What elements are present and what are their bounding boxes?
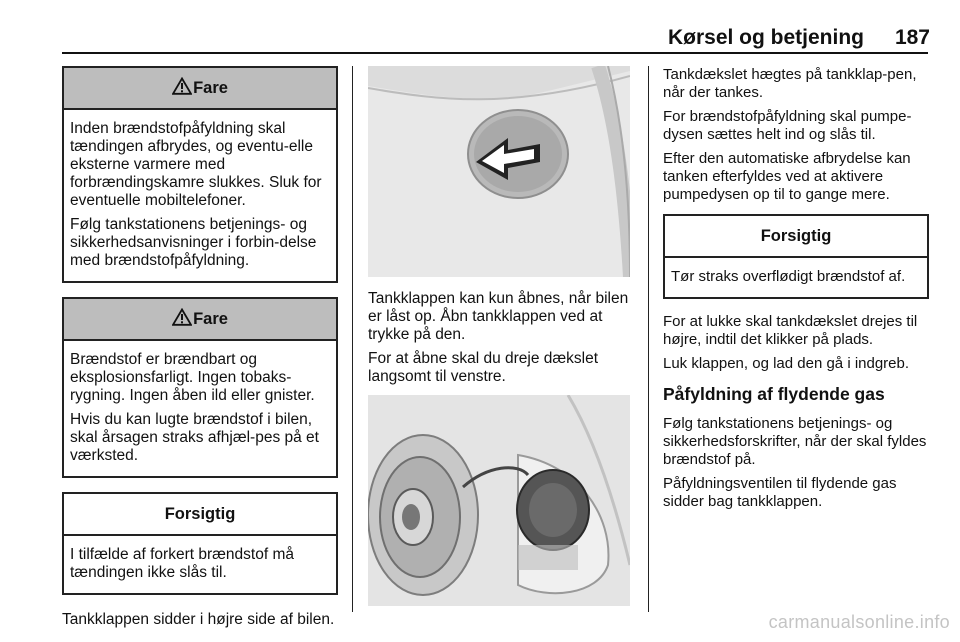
left-column xyxy=(62,66,338,635)
caution-box-right xyxy=(663,214,929,299)
nozzle-insert-text: For brændstofpåfyldning skal pumpe-dysen sættes helt ind og slås til. xyxy=(663,108,912,143)
cap-turn-left-text: For at åbne skal du dreje dækslet langsomt til venstre. xyxy=(368,350,599,385)
cap-hook-text: Tankdækslet hægtes på tankklap-pen, når der tankes. xyxy=(663,66,917,101)
right-column xyxy=(663,66,929,517)
lpg-valve-location-text: Påfyldningsventilen til flydende gas sidder bag tankklappen. xyxy=(663,475,897,510)
page-header-title: Kørsel og betjening xyxy=(667,26,864,49)
fuel-flap-location-text: Tankklappen sidder i højre side af bilen. xyxy=(62,611,335,628)
column-divider-left xyxy=(352,66,353,612)
cap-close-text: For at lukke skal tankdækslet drejes til højre, indtil det klikker på plads. xyxy=(663,313,918,348)
danger-box-1-title: Fare xyxy=(193,79,228,97)
page-number: 187 xyxy=(894,26,930,49)
caution-box-left-title: Forsigtig xyxy=(64,494,336,536)
caution-box-left xyxy=(62,492,338,595)
lpg-instructions-text: Følg tankstationens betjenings- og sikkerhedsforskrifter, når der skal fyldes brændstof på. xyxy=(663,415,927,468)
danger-box-1-header xyxy=(64,68,336,110)
column-divider-right xyxy=(648,66,649,612)
danger-box-2-title: Fare xyxy=(193,310,228,328)
section-title-lpg: Påfyldning af flydende gas xyxy=(663,384,885,404)
flap-close-text: Luk klappen, og lad den gå i indgreb. xyxy=(663,355,910,372)
danger-box-2-text-2: Hvis du kan lugte brændstof i bilen, skal årsagen straks afhjæl-pes på et værksted. xyxy=(70,411,319,464)
fuel-flap-closed-image xyxy=(368,66,630,277)
warning-triangle-icon xyxy=(172,77,192,95)
danger-box-2 xyxy=(62,297,338,478)
caution-box-right-text: Tør straks overflødigt brændstof af. xyxy=(671,268,906,285)
middle-column-text xyxy=(368,290,636,392)
fuel-cap-open-image xyxy=(368,395,630,606)
danger-box-2-text-1: Brændstof er brændbart og eksplosionsfarligt. Ingen tobaks-rygning. Ingen åben ild eller gnister. xyxy=(70,351,315,404)
fuel-flap-open-text: Tankklappen kan kun åbnes, når bilen er låst op. Åbn tankklappen ved at trykke på den. xyxy=(368,290,629,343)
danger-box-1-text-1: Inden brændstofpåfyldning skal tændingen afbrydes, og eventu-elle eksterne varmere med forbrændingskamre slukkes. Sluk for eventuelle mobiltelefoner. xyxy=(70,120,322,209)
danger-box-1 xyxy=(62,66,338,283)
caution-box-right-title: Forsigtig xyxy=(665,216,927,258)
watermark: carmanualsonline.info xyxy=(768,612,950,632)
danger-box-1-text-2: Følg tankstationens betjenings- og sikkerhedsanvisninger i forbin-delse med brændstofpåfyldning. xyxy=(70,216,317,269)
header-rule xyxy=(62,52,928,54)
caution-box-left-text: I tilfælde af forkert brændstof må tændingen ikke slås til. xyxy=(70,546,294,581)
warning-triangle-icon xyxy=(172,308,192,326)
danger-box-2-header xyxy=(64,299,336,341)
refill-text: Efter den automatiske afbrydelse kan tanken efterfyldes ved at aktivere pumpedysen op til to gange mere. xyxy=(663,150,911,203)
